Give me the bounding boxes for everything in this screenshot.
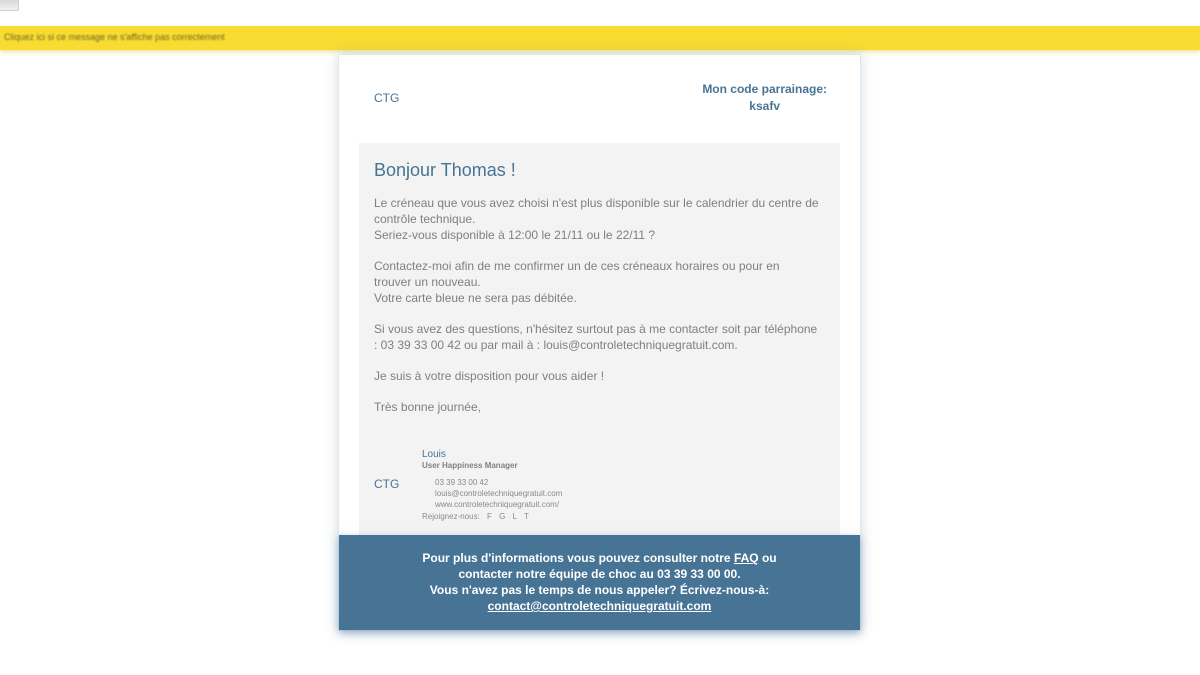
paragraph-line: Votre carte bleue ne sera pas débitée. xyxy=(374,291,577,305)
linkedin-icon[interactable]: L xyxy=(512,512,517,521)
paragraph-closing: Très bonne journée, xyxy=(374,400,481,414)
signature-website[interactable]: www.controletechniquegratuit.com/ xyxy=(435,500,560,509)
broken-image-icon xyxy=(0,0,19,11)
email-footer xyxy=(339,535,860,630)
signature-email[interactable]: louis@controletechniquegratuit.com xyxy=(435,489,563,498)
social-links xyxy=(422,511,562,523)
banner-text[interactable]: Cliquez ici si ce message ne s'affiche pas correctement xyxy=(4,32,225,42)
footer-line-faq xyxy=(339,550,860,566)
message-text xyxy=(374,195,819,430)
faq-link[interactable]: FAQ xyxy=(733,551,759,565)
footer-line-phone: contacter notre équipe de choc au 03 39 33 00 00. xyxy=(458,567,741,581)
email-card xyxy=(338,54,861,631)
browser-top-strip xyxy=(0,0,1200,26)
referral-code-block xyxy=(702,81,827,115)
paragraph-slot-unavailable xyxy=(374,195,819,243)
twitter-icon[interactable]: T xyxy=(524,512,529,521)
signature-logo: CTG xyxy=(374,477,400,491)
contact-email-link[interactable]: contact@controletechniquegratuit.com xyxy=(487,599,712,613)
ctg-logo[interactable]: CTG xyxy=(374,91,400,105)
footer-text: Pour plus d'informations vous pouvez consulter notre xyxy=(422,551,731,565)
social-label: Rejoignez-nous: xyxy=(422,512,480,521)
paragraph-line: Contactez-moi afin de me confirmer un de ces créneaux horaires ou pour en trouver un nouveau. xyxy=(374,259,780,289)
referral-label: Mon code parrainage: xyxy=(702,82,827,96)
message-body xyxy=(359,143,840,536)
footer-text: ou xyxy=(761,551,777,565)
signature-title: User Happiness Manager xyxy=(422,461,518,470)
paragraph-questions: Si vous avez des questions, n'hésitez surtout pas à me contacter soit par téléphone : 03 39 33 00 42 ou par mail à : louis@controletechniquegratuit.com. xyxy=(374,322,818,352)
view-online-banner[interactable] xyxy=(0,26,1200,50)
paragraph-contact-me xyxy=(374,258,819,306)
signature-phone[interactable]: 03 39 33 00 42 xyxy=(435,478,489,487)
facebook-icon[interactable]: F xyxy=(487,512,492,521)
google-icon[interactable]: G xyxy=(499,512,506,521)
email-header xyxy=(339,55,860,143)
signature xyxy=(422,449,562,523)
paragraph-availability: Je suis à votre disposition pour vous aider ! xyxy=(374,369,605,383)
greeting: Bonjour Thomas ! xyxy=(374,160,516,180)
signature-name: Louis xyxy=(422,449,446,460)
paragraph-line: Seriez-vous disponible à 12:00 le 21/11 ou le 22/11 ? xyxy=(374,228,656,242)
paragraph-line: Le créneau que vous avez choisi n'est plus disponible sur le calendrier du centre de contrôle technique. xyxy=(374,196,819,226)
footer-line-write: Vous n'avez pas le temps de nous appeler? Écrivez-nous-à: xyxy=(429,583,770,597)
referral-code: ksafv xyxy=(749,99,780,113)
